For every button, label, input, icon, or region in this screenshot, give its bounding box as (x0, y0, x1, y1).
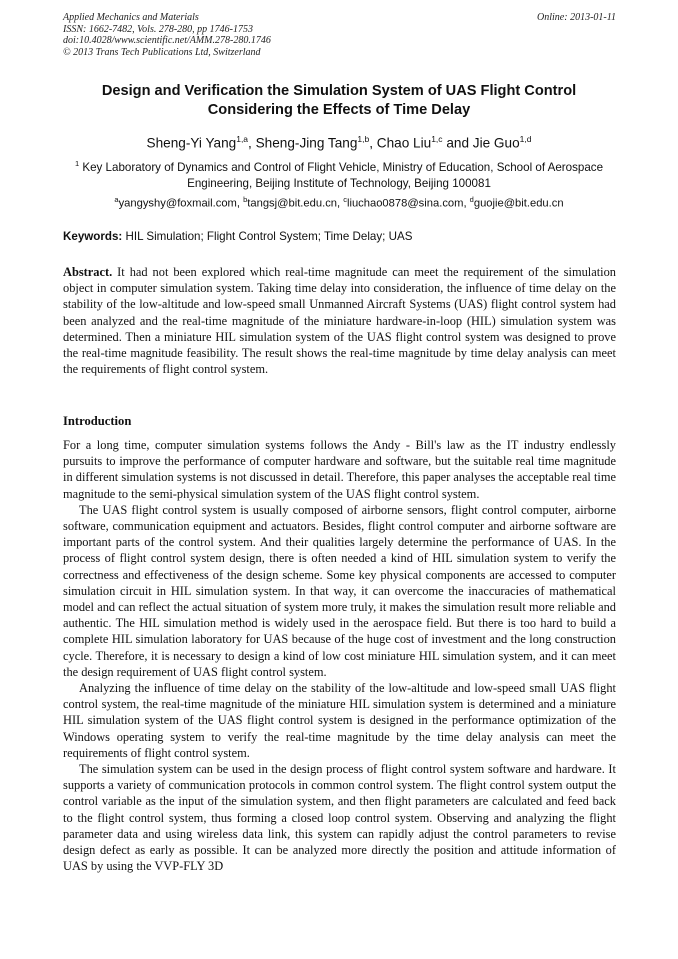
author-separator: and (442, 135, 473, 151)
author-affil-mark: 1,b (357, 134, 370, 144)
title-line-1: Design and Verification the Simulation System of UAS Flight Control (101, 83, 577, 99)
author-list (40, 130, 638, 153)
email-address: guojie@bit.edu.cn (473, 197, 564, 210)
email-address: liuchao0878@sina.com (346, 197, 464, 210)
issn-line: ISSN: 1662-7482, Vols. 278-280, pp 1746-1753 (63, 23, 253, 35)
affiliation (62, 156, 616, 192)
journal-header (63, 12, 616, 58)
author-separator: , (248, 135, 256, 151)
paragraph: Analyzing the influence of time delay on the stability of the low-altitude and low-speed small UAS flight control system, the real-time magnitude of the miniature HIL simulation system is determined and a miniature HIL simulation system of the UAS flight control system is designed in the performance optimization of the Windows operating system to verify the real-time magnitude by the time delay analysis can meet the requirements of flight control system. (63, 681, 616, 760)
author-affil-mark: 1,d (519, 134, 532, 144)
email-mark: d (469, 195, 474, 204)
author-name: Sheng-Jing Tang (255, 135, 358, 151)
affiliation-text: Key Laboratory of Dynamics and Control of Flight Vehicle, Ministry of Education, School of Aerospace Engineering, Beijing Institute of Technology, Beijing 100081 (79, 160, 604, 190)
author-affil-mark: 1,a (236, 134, 249, 144)
abstract-text: It had not been explored which real-time magnitude can meet the requirement of the simulation object in computer simulation system. Taking time delay into consideration, the influence of time delay on the stability of the low-altitude and low-speed small Unmanned Aircraft Systems (UAS) flight control system had been analyzed and the real-time magnitude of the miniature hardware-in-loop (HIL) simulation system was determined. Then a miniature HIL simulation system of the UAS flight control system was designed to prove the real-time magnitude feasibility. The result shows the real-time magnitude by time delay analysis can meet the requirements of flight control system. (63, 265, 616, 377)
email-address: tangsj@bit.edu.cn (247, 197, 338, 210)
email-separator: , (236, 197, 244, 210)
paragraph: For a long time, computer simulation systems follows the Andy - Bill's law as the IT industry endlessly pursuits to improve the performance of computer hardware and software, but the suitable real time magnitude in different simulation systems is not discussed in detail. Therefore, this paper analyses the acceptable real time magnitude to the semi-physical simulation system of the UAS flight control system. (63, 438, 616, 501)
doi-line: doi:10.4028/www.scientific.net/AMM.278-280.1746 (63, 35, 271, 46)
email-separator: , (337, 197, 344, 210)
abstract-label: Abstract. (63, 265, 113, 279)
email-address: yangyshy@foxmail.com (118, 197, 237, 210)
email-mark: a (114, 195, 119, 204)
keywords-text: HIL Simulation; Flight Control System; Time Delay; UAS (122, 230, 413, 243)
abstract (63, 264, 616, 377)
keywords (63, 229, 616, 244)
author-affil-mark: 1,c (431, 134, 443, 144)
copyright-line: © 2013 Trans Tech Publications Ltd, Switzerland (63, 46, 261, 58)
paper-title (40, 82, 638, 120)
email-mark: c (343, 195, 347, 204)
introduction-body (63, 437, 616, 874)
introduction-heading: Introduction (63, 414, 132, 428)
email-separator: , (463, 197, 470, 210)
paragraph: The simulation system can be used in the design process of flight control system software and hardware. It supports a variety of communication protocols in common control system. The flight control system output the control variable as the input of the simulation system, and then flight parameters are calculated and feed back to the flight control system, thus forming a closed loop control system. Observing and analyzing the flight parameter data and using wireless data link, this system can rapidly adjust the control parameters to revise design defect as early as possible. It can be analyzed more directly the position and attitude information of UAS by using the VVP-FLY 3D (63, 762, 616, 874)
author-name: Chao Liu (376, 135, 432, 151)
author-separator: , (369, 135, 377, 151)
paragraph: The UAS flight control system is usually composed of airborne sensors, flight control computer, airborne software, communication equipment and actuators. Besides, flight control computer and airborne software are important parts of the control system. And their qualities largely determine the performance of UAS. In the process of flight control system design, there is often needed a kind of HIL simulation system to verify the correctness and effectiveness of the design scheme. Some key physical components are accessed to computer simulation circuit in HIL simulation system. In that way, it can overcome the inaccuracies of mathematical model and can reflect the actual situation of system more truly, it makes the simulation result more reliable and authentic. The HIL simulation method is widely used in the aerospace field. But there is too hard to build a complete HIL simulation laboratory for UAS because of the huge cost of investment and the long construction cycle. Therefore, it is necessary to design a kind of low cost miniature HIL simulation system, and it can meet the design requirement of UAS flight control system. (63, 502, 616, 679)
author-name: Sheng-Yi Yang (146, 135, 237, 151)
journal-name: Applied Mechanics and Materials (63, 12, 199, 23)
title-line-2: Considering the Effects of Time Delay (207, 102, 471, 118)
email-list (40, 192, 638, 212)
online-date: Online: 2013-01-11 (537, 12, 616, 23)
affiliation-mark: 1 (74, 159, 80, 168)
keywords-label: Keywords: (63, 230, 123, 243)
email-mark: b (243, 195, 248, 204)
author-name: Jie Guo (472, 135, 520, 151)
